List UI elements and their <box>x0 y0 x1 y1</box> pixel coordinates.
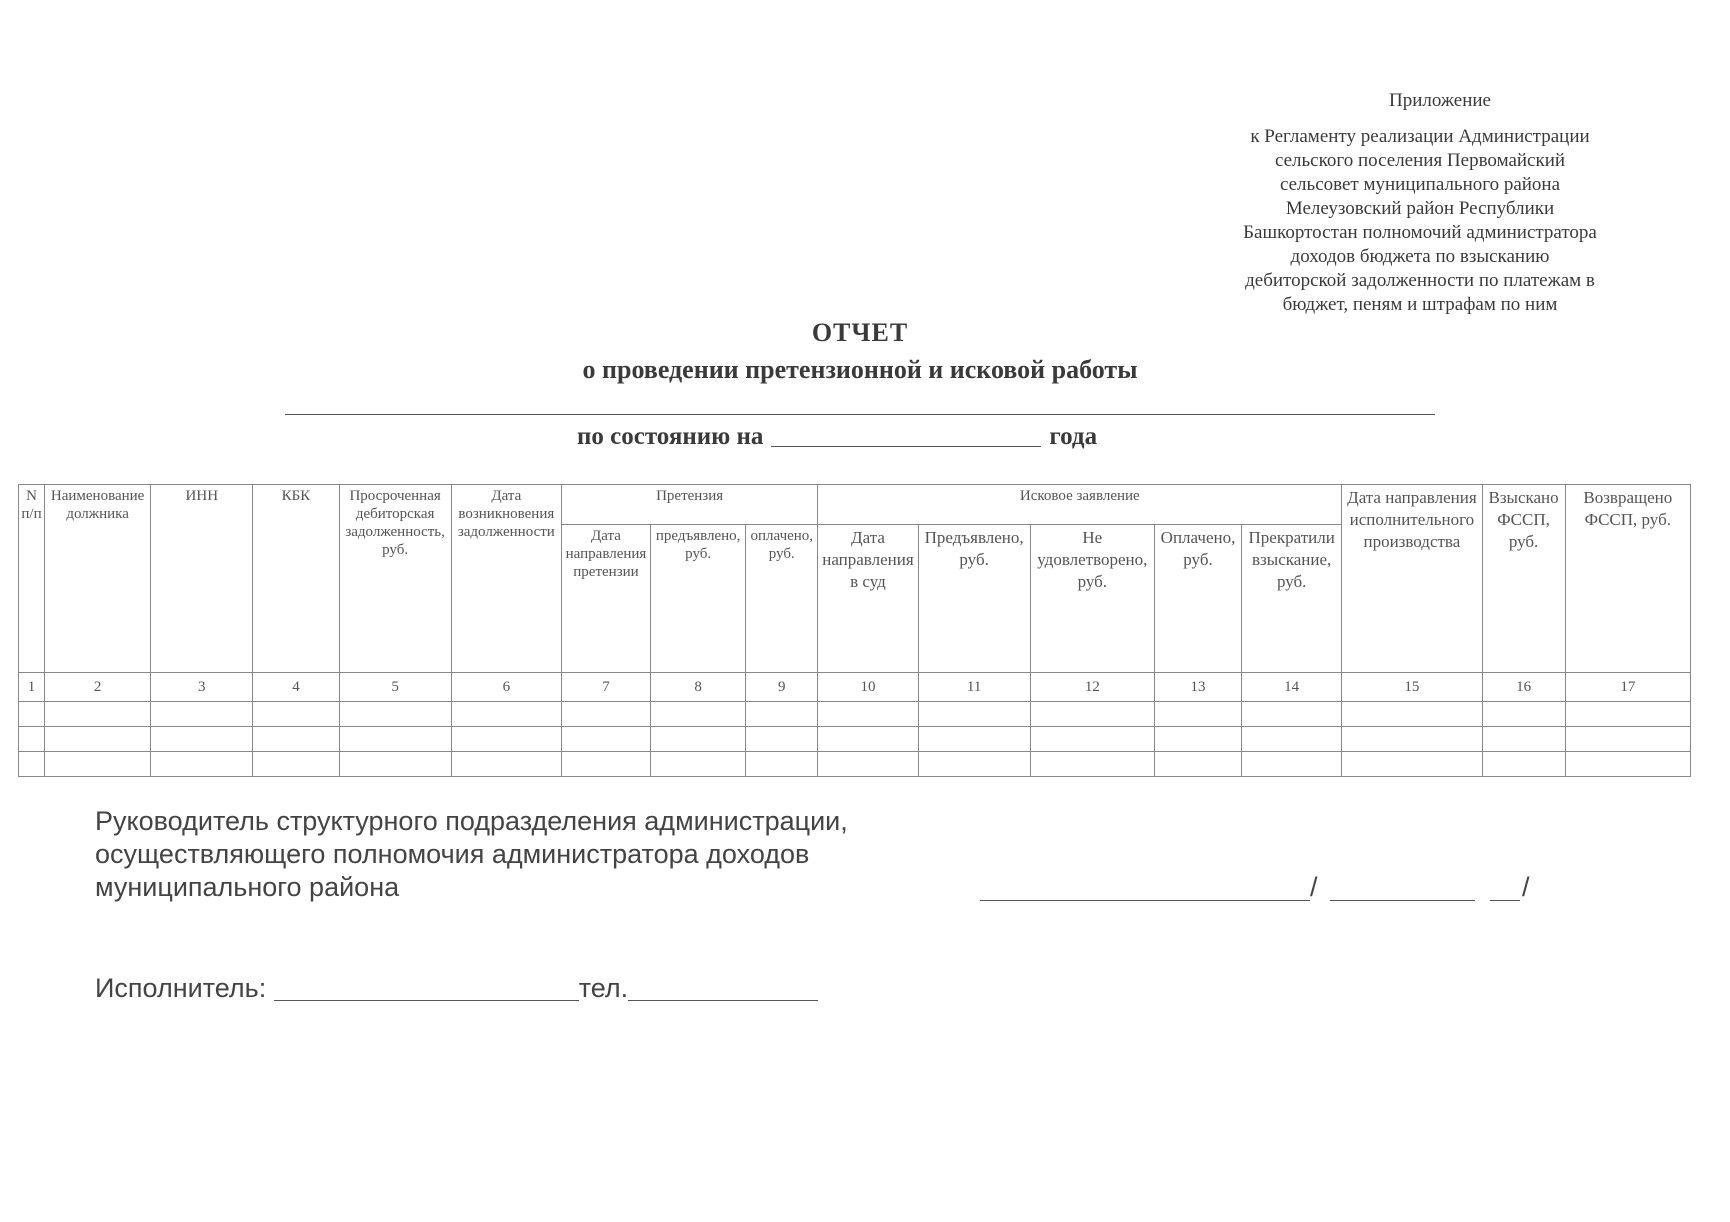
appendix-line: доходов бюджета по взысканию <box>1290 246 1550 267</box>
executor-name-field[interactable] <box>274 972 579 1001</box>
table-row <box>19 752 1691 777</box>
table-cell[interactable] <box>253 702 339 727</box>
as-of-date-row <box>577 420 1097 451</box>
table-cell[interactable] <box>1342 727 1482 752</box>
table-row <box>19 727 1691 752</box>
table-cell[interactable] <box>746 752 818 777</box>
table-cell[interactable] <box>818 702 918 727</box>
table-cell[interactable] <box>561 727 650 752</box>
column-number: 17 <box>1565 673 1690 702</box>
column-number: 16 <box>1482 673 1565 702</box>
table-cell[interactable] <box>651 727 746 752</box>
report-table <box>18 484 1691 777</box>
table-cell[interactable] <box>1342 752 1482 777</box>
table-cell[interactable] <box>151 702 253 727</box>
appendix-line: бюджет, пеням и штрафам по ним <box>1282 294 1558 315</box>
table-cell[interactable] <box>1030 752 1154 777</box>
table-cell[interactable] <box>1565 752 1690 777</box>
column-number: 3 <box>151 673 253 702</box>
column-number: 9 <box>746 673 818 702</box>
column-number: 7 <box>561 673 650 702</box>
appendix-line: Мелеузовский район Республики <box>1285 198 1555 219</box>
table-cell[interactable] <box>1482 752 1565 777</box>
table-cell[interactable] <box>19 727 45 752</box>
column-number: 15 <box>1342 673 1482 702</box>
as-of-label: по состоянию на <box>577 423 764 450</box>
signatory-line: Руководитель структурного подразделения администрации, <box>95 806 848 836</box>
signatory-line: муниципального района <box>95 872 400 902</box>
col-header-claim-paid: оплачено, руб. <box>746 525 818 673</box>
col-header-lawsuit-presented: Предъявлено, руб. <box>918 525 1030 673</box>
table-cell[interactable] <box>339 727 451 752</box>
signatory-line: осуществляющего полномочия администратора доходов <box>95 839 810 869</box>
column-number-row <box>19 673 1691 702</box>
signatory-title <box>95 805 848 904</box>
column-number: 5 <box>339 673 451 702</box>
table-cell[interactable] <box>918 727 1030 752</box>
table-cell[interactable] <box>561 702 650 727</box>
table-cell[interactable] <box>1565 727 1690 752</box>
table-cell[interactable] <box>1342 702 1482 727</box>
table-cell[interactable] <box>1242 752 1342 777</box>
executor-label: Исполнитель: <box>95 973 267 1003</box>
appendix-text <box>1210 125 1630 317</box>
column-number: 12 <box>1030 673 1154 702</box>
table-cell[interactable] <box>1154 752 1241 777</box>
col-header-collection-stopped: Прекратили взыскание, руб. <box>1242 525 1342 673</box>
appendix-title: Приложение <box>1389 90 1491 111</box>
table-cell[interactable] <box>339 752 451 777</box>
col-header-debt-date: Дата возникновения задолженности <box>451 485 561 673</box>
table-cell[interactable] <box>746 727 818 752</box>
phone-field[interactable] <box>628 972 818 1001</box>
appendix-line: Башкортостан полномочий администратора <box>1243 222 1597 243</box>
table-cell[interactable] <box>1030 702 1154 727</box>
col-header-not-satisfied: Не удовлетворено, руб. <box>1030 525 1154 673</box>
signature-name-field-end[interactable] <box>1490 900 1520 901</box>
col-header-debtor-name: Наименование должника <box>45 485 151 673</box>
col-header-kbk: КБК <box>253 485 339 673</box>
table-cell[interactable] <box>1154 702 1241 727</box>
as-of-date-field[interactable] <box>771 420 1041 447</box>
table-cell[interactable] <box>151 752 253 777</box>
organization-name-line[interactable] <box>285 414 1435 415</box>
col-header-enforcement-date: Дата направления исполнительного производства <box>1342 485 1482 673</box>
col-header-overdue-debt: Просроченная дебиторская задолженность, руб. <box>339 485 451 673</box>
table-cell[interactable] <box>651 702 746 727</box>
report-subtitle: о проведении претензионной и исковой работы <box>582 355 1138 384</box>
table-cell[interactable] <box>1482 727 1565 752</box>
group-header-claim: Претензия <box>561 485 817 525</box>
table-cell[interactable] <box>1565 702 1690 727</box>
signature-separator: / <box>1522 872 1530 902</box>
table-cell[interactable] <box>918 752 1030 777</box>
table-cell[interactable] <box>561 752 650 777</box>
table-cell[interactable] <box>918 702 1030 727</box>
table-cell[interactable] <box>253 727 339 752</box>
table-cell[interactable] <box>19 702 45 727</box>
table-row <box>19 702 1691 727</box>
signature-name-field[interactable] <box>1330 900 1475 901</box>
table-cell[interactable] <box>19 752 45 777</box>
col-header-returned-fssp: Возвращено ФССП, руб. <box>1565 485 1690 673</box>
table-cell[interactable] <box>1242 702 1342 727</box>
table-cell[interactable] <box>45 702 151 727</box>
col-header-inn: ИНН <box>151 485 253 673</box>
table-cell[interactable] <box>1242 727 1342 752</box>
table-cell[interactable] <box>818 752 918 777</box>
table-cell[interactable] <box>151 727 253 752</box>
col-header-court-date: Дата направления в суд <box>818 525 918 673</box>
executor-row <box>95 972 818 1004</box>
signature-field[interactable] <box>980 900 1310 901</box>
table-cell[interactable] <box>1030 727 1154 752</box>
table-cell[interactable] <box>451 727 561 752</box>
col-header-collected-fssp: Взыскано ФССП, руб. <box>1482 485 1565 673</box>
column-number: 6 <box>451 673 561 702</box>
table-cell[interactable] <box>451 702 561 727</box>
report-title: ОТЧЕТ <box>811 318 909 347</box>
appendix-line: сельского поселения Первомайский <box>1274 150 1566 171</box>
table-cell[interactable] <box>45 752 151 777</box>
table-cell[interactable] <box>45 727 151 752</box>
col-header-number: N п/п <box>19 485 45 673</box>
group-header-lawsuit: Исковое заявление <box>818 485 1342 525</box>
col-header-lawsuit-paid: Оплачено, руб. <box>1154 525 1241 673</box>
table-cell[interactable] <box>818 727 918 752</box>
table-cell[interactable] <box>746 702 818 727</box>
column-number: 2 <box>45 673 151 702</box>
column-number: 8 <box>651 673 746 702</box>
column-number: 10 <box>818 673 918 702</box>
column-number: 11 <box>918 673 1030 702</box>
column-number: 1 <box>19 673 45 702</box>
table-cell[interactable] <box>253 752 339 777</box>
table-cell[interactable] <box>651 752 746 777</box>
table-cell[interactable] <box>451 752 561 777</box>
table-cell[interactable] <box>1154 727 1241 752</box>
col-header-claim-presented: предъявлено, руб. <box>651 525 746 673</box>
table-cell[interactable] <box>1482 702 1565 727</box>
column-number: 4 <box>253 673 339 702</box>
appendix-line: сельсовет муниципального района <box>1279 174 1561 195</box>
column-number: 13 <box>1154 673 1241 702</box>
col-header-claim-date: Дата направления претензии <box>561 525 650 673</box>
column-number: 14 <box>1242 673 1342 702</box>
appendix-line: к Регламенту реализации Администрации <box>1250 126 1590 147</box>
year-label: года <box>1049 423 1098 450</box>
appendix-line: дебиторской задолженности по платежам в <box>1245 270 1595 291</box>
signature-separator: / <box>1310 872 1318 902</box>
table-cell[interactable] <box>339 702 451 727</box>
phone-label: тел. <box>578 973 629 1003</box>
